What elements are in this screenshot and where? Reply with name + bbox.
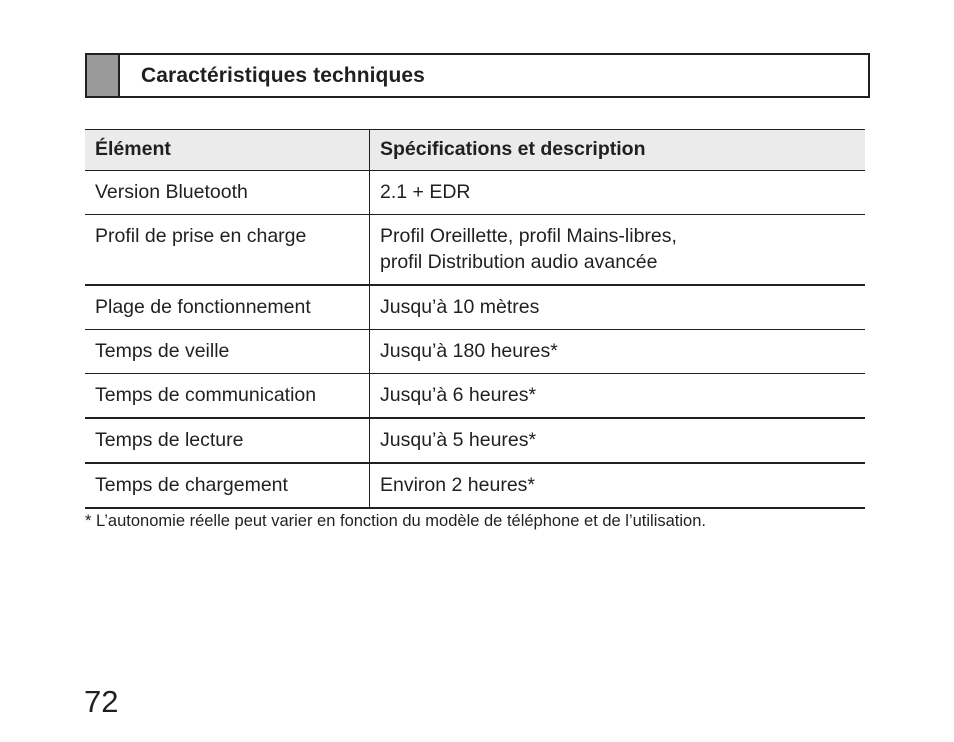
row-item: Profil de prise en charge bbox=[85, 215, 370, 286]
row-spec-line: Profil Oreillette, profil Mains-libres, bbox=[380, 225, 677, 247]
row-item: Temps de lecture bbox=[85, 418, 370, 463]
row-item: Temps de communication bbox=[85, 374, 370, 419]
row-spec bbox=[370, 215, 866, 286]
row-spec: Jusqu’à 5 heures* bbox=[370, 418, 866, 463]
header-item: Élément bbox=[85, 130, 370, 171]
table-row bbox=[85, 215, 865, 286]
footnote: * L’autonomie réelle peut varier en fonction du modèle de téléphone et de l’utilisation. bbox=[85, 512, 706, 530]
table-row bbox=[85, 330, 865, 374]
section-title: Caractéristiques techniques bbox=[141, 63, 425, 87]
row-item: Temps de veille bbox=[85, 330, 370, 374]
table-header-row bbox=[85, 130, 865, 171]
row-item: Plage de fonctionnement bbox=[85, 285, 370, 330]
spec-table bbox=[85, 129, 865, 509]
row-spec: Jusqu’à 6 heures* bbox=[370, 374, 866, 419]
row-spec: 2.1 + EDR bbox=[370, 171, 866, 215]
row-spec-line: profil Distribution audio avancée bbox=[380, 251, 658, 273]
table-row bbox=[85, 171, 865, 215]
header-spec: Spécifications et description bbox=[370, 130, 866, 171]
row-spec: Environ 2 heures* bbox=[370, 463, 866, 508]
table-row bbox=[85, 374, 865, 419]
section-marker bbox=[87, 55, 120, 96]
row-spec: Jusqu’à 10 mètres bbox=[370, 285, 866, 330]
table-row bbox=[85, 285, 865, 330]
row-item: Version Bluetooth bbox=[85, 171, 370, 215]
table-row bbox=[85, 463, 865, 508]
section-header bbox=[85, 53, 870, 98]
page-number: 72 bbox=[84, 684, 119, 719]
row-item: Temps de chargement bbox=[85, 463, 370, 508]
table-row bbox=[85, 418, 865, 463]
row-spec: Jusqu’à 180 heures* bbox=[370, 330, 866, 374]
